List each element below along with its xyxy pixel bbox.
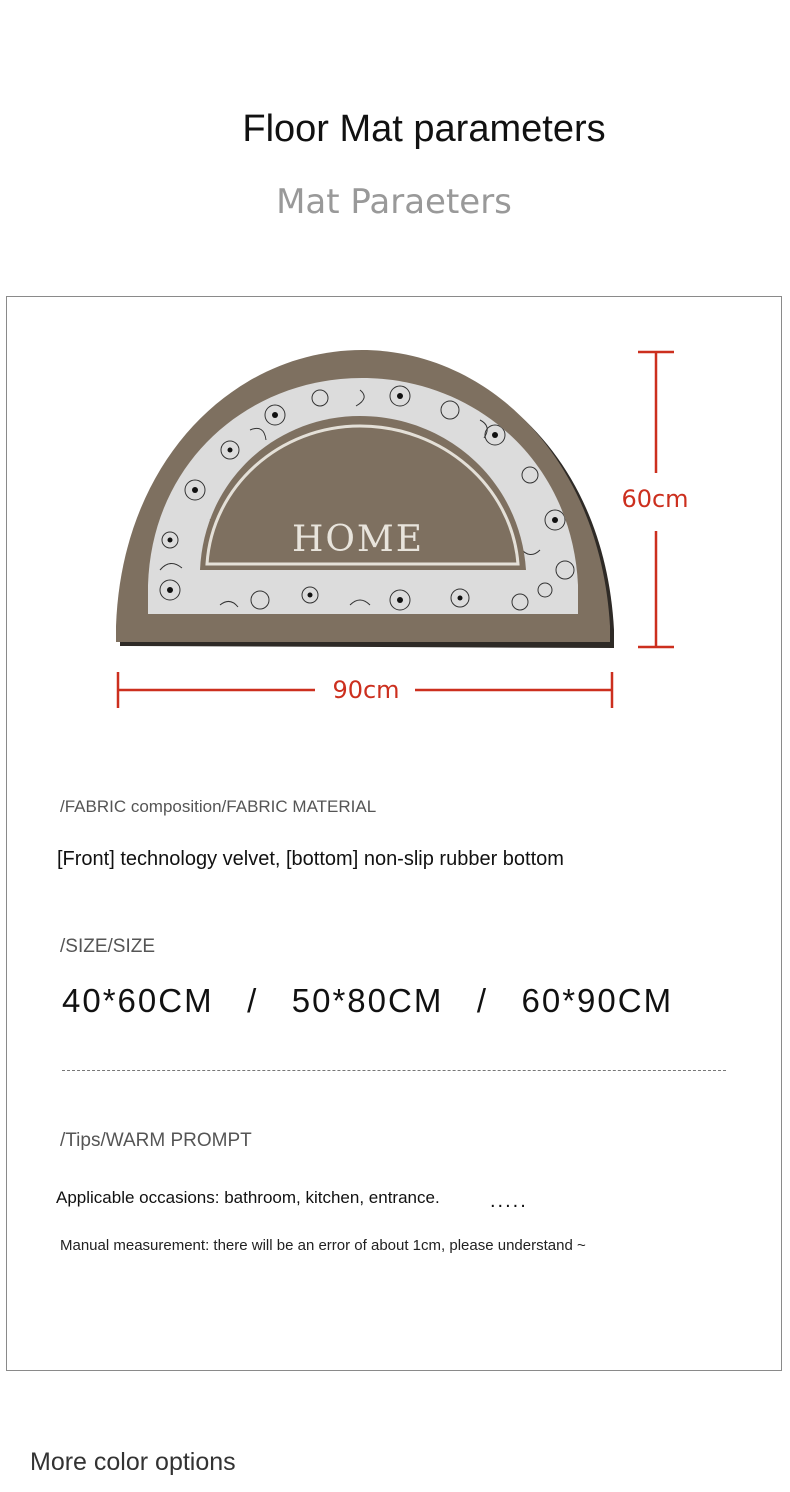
height-label: 60cm	[621, 485, 689, 513]
ellipsis-dots: .....	[490, 1190, 528, 1212]
page-subtitle: Mat Paraeters	[276, 182, 512, 222]
page-title: Floor Mat parameters	[242, 108, 606, 150]
fabric-label: /FABRIC composition/FABRIC MATERIAL	[60, 797, 377, 816]
occasions-text: Applicable occasions: bathroom, kitchen, entrance.	[56, 1188, 440, 1207]
mat-home-text: HOME	[291, 519, 425, 560]
measurement-note: Manual measurement: there will be an error of about 1cm, please understand ~	[60, 1237, 586, 1254]
size-options: 40*60CM / 50*80CM / 60*90CM	[62, 982, 674, 1019]
width-label: 90cm	[332, 676, 400, 704]
dashed-divider	[62, 1070, 726, 1071]
fabric-value: [Front] technology velvet, [bottom] non-slip rubber bottom	[57, 848, 564, 870]
size-label: /SIZE/SIZE	[60, 936, 156, 957]
mat-dimension-figure	[100, 340, 700, 720]
tips-label: /Tips/WARM PROMPT	[60, 1130, 252, 1151]
more-color-options-heading: More color options	[30, 1448, 236, 1476]
